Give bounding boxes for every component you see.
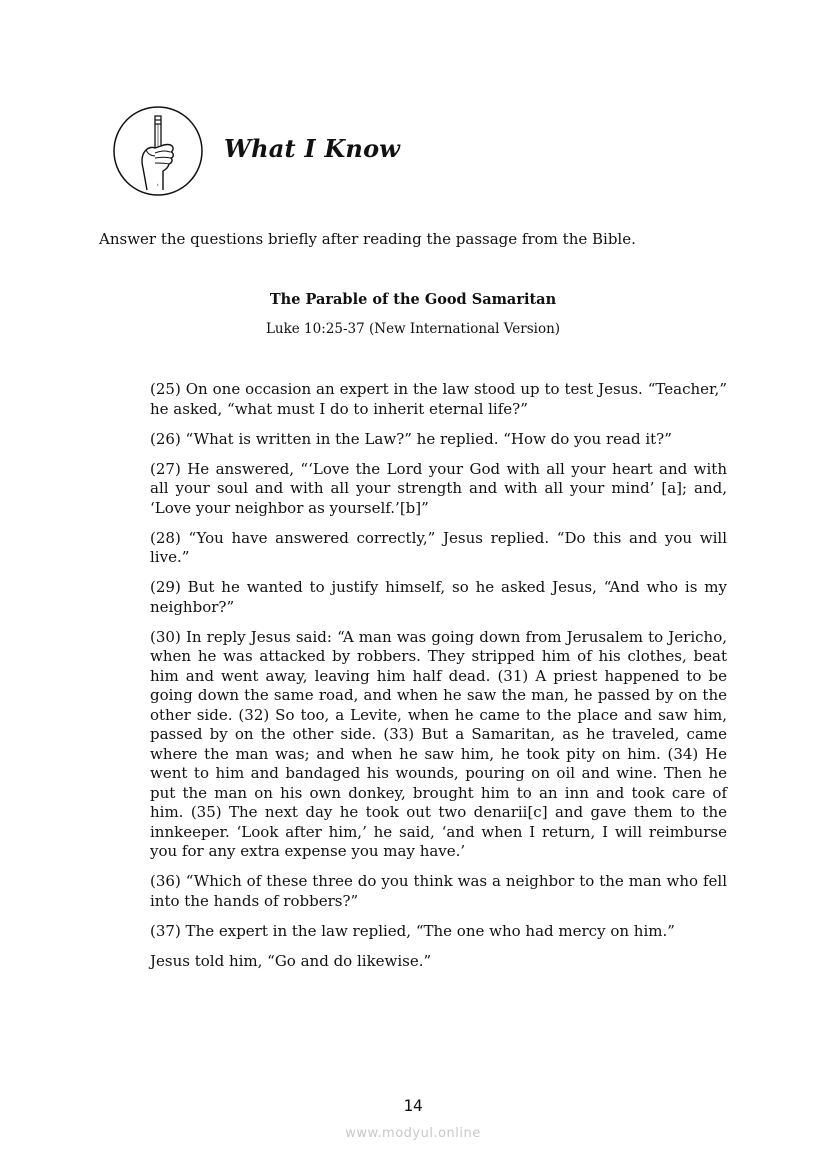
passage-title: The Parable of the Good Samaritan [269, 291, 557, 308]
verse-paragraph: (26) “What is written in the Law?” he replied. “How do you read it?” [150, 429, 672, 448]
verse-paragraph: (37) The expert in the law replied, “The one who had mercy on him.” [150, 921, 675, 940]
verse-paragraph: (25) On one occasion an expert in the law stood up to test Jesus. “Teacher,” he asked, “what must I do to inherit eternal life?” [150, 380, 727, 418]
instruction-text: Answer the questions briefly after reading the passage from the Bible. [99, 230, 636, 248]
verse-paragraph: (29) But he wanted to justify himself, so he asked Jesus, “And who is my neighbor?” [150, 578, 727, 616]
watermark: www.modyul.online [345, 1126, 481, 1141]
verse-paragraph: (36) “Which of these three do you think was a neighbor to the man who fell into the hands of robbers?” [150, 872, 727, 910]
verse-paragraph: (27) He answered, “‘Love the Lord your God with all your heart and with all your soul and with all your strength and with all your mind’ [a]; and, ‘Love your neighbor as yourself.’[b]” [150, 459, 727, 517]
verse-paragraph: (28) “You have answered correctly,” Jesus replied. “Do this and you will live.” [150, 528, 727, 566]
section-title: What I Know [224, 134, 401, 163]
passage-reference: Luke 10:25-37 (New International Version) [265, 321, 561, 337]
passage-verses [150, 380, 727, 982]
page-number: 14 [403, 1096, 423, 1115]
hand-holding-pencil-icon [113, 106, 203, 196]
verse-paragraph: (30) In reply Jesus said: “A man was going down from Jerusalem to Jericho, when he was attacked by robbers. They stripped him of his clothes, beat him and went away, leaving him half dead. (31) A priest happened to be going down the same road, and when he saw the man, he passed by on the other side. (32) So too, a Levite, when he came to the place and saw him, passed by on the other side. (33) But a Samaritan, as he traveled, came where the man was; and when he saw him, he took pity on him. (34) He went to him and bandaged his wounds, pouring on oil and wine. Then he put the man on his own donkey, brought him to an inn and took care of him. (35) The next day he took out two denarii[c] and gave them to the innkeeper. ‘Look after him,’ he said, ‘and when I return, I will reimburse you for any extra expense you may have.’ [150, 627, 727, 860]
verse-paragraph: Jesus told him, “Go and do likewise.” [150, 951, 432, 970]
